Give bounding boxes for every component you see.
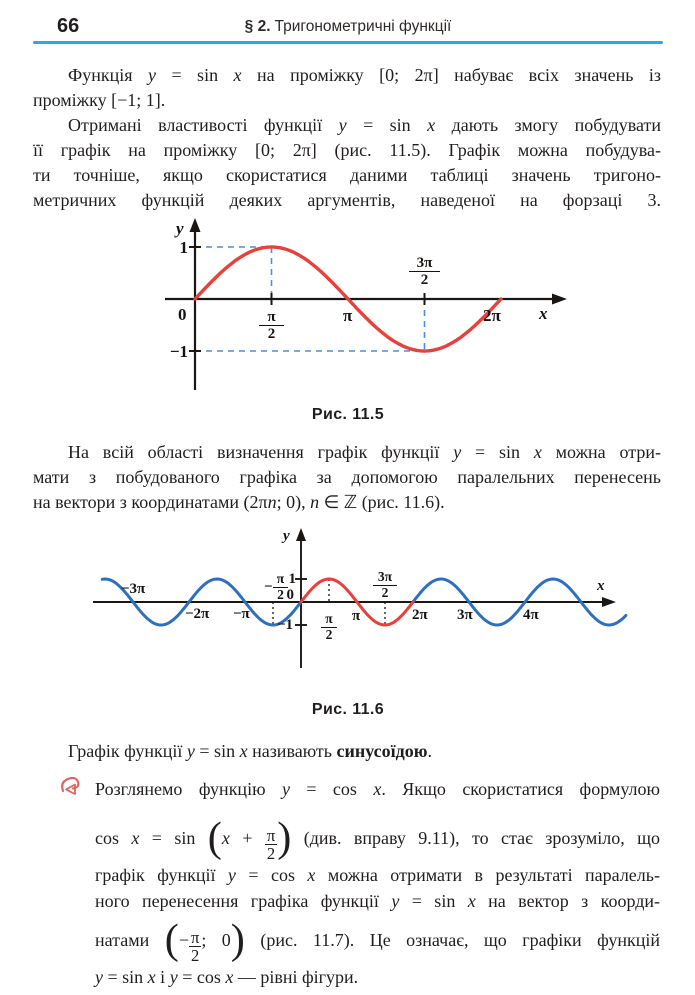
x-tick-label-pi-over-2 xyxy=(259,309,284,342)
y-tick-label-minus-1: −1 xyxy=(169,342,188,361)
fraction-denominator: 2 xyxy=(325,626,333,642)
origin-label: 0 xyxy=(286,587,294,603)
paragraph-2-line-3: ти точніше, якщо скористатися даними таблиці значень тригоно- xyxy=(33,165,661,185)
fraction-denominator: 2 xyxy=(381,584,389,600)
y-axis-arrow xyxy=(296,528,306,541)
x-tick-label-pi: π xyxy=(352,608,361,624)
x-axis-label: x xyxy=(539,304,548,323)
paragraph-5-line-1: Розглянемо функцію y = cos x. Якщо скористатися формулою xyxy=(95,779,660,799)
fraction-denominator: 2 xyxy=(277,586,284,602)
fraction-denominator: 2 xyxy=(267,326,276,343)
running-header xyxy=(33,18,663,36)
y-axis-arrow xyxy=(190,218,201,232)
paragraph-5-line-3: графік функції y = cos x можна отримати в результаті паралель- xyxy=(95,865,660,885)
paragraph-2-line-2: її графік на проміжку [0; 2π] (рис. 11.5). Графік можна побудува- xyxy=(33,140,661,160)
paragraph-2-line-4: метричних функцій деяких аргументів, наведеної на форзаці 3. xyxy=(33,190,661,210)
y-axis-label: y xyxy=(176,219,184,238)
paragraph-3-line-3: на вектори з координатами (2πn; 0), n ∈ ℤ (рис. 11.6). xyxy=(33,492,445,512)
x-tick-label-2pi: 2π xyxy=(483,306,501,325)
header-rule xyxy=(33,41,663,44)
x-axis-label: x xyxy=(597,578,605,594)
fraction-denominator: 2 xyxy=(420,272,429,289)
paragraph-3-line-2: мати з побудованого графіка за допомогою паралельних перенесень xyxy=(33,467,661,487)
x-axis-arrow xyxy=(552,294,567,305)
x-tick-label-2pi: 2π xyxy=(412,607,428,623)
paragraph-4: Графік функції y = sin x називають синусоїдою. xyxy=(68,741,433,761)
paragraph-3-line-1: На всій області визначення графік функції y = sin x можна отри- xyxy=(68,442,661,462)
x-tick-label-pi: π xyxy=(343,306,353,325)
paragraph-1-line-2: проміжку [−1; 1]. xyxy=(33,90,166,110)
y-tick-label-1: 1 xyxy=(179,238,188,257)
x-tick-label-minus-3pi: −3π xyxy=(121,581,146,597)
figure-11-6-plot xyxy=(85,528,643,678)
section-number: § 2. xyxy=(244,18,271,35)
figure-11-5 xyxy=(140,218,580,404)
x-axis-arrow xyxy=(602,597,616,607)
x-tick-label-minus-pi: −π xyxy=(233,606,250,622)
paragraph-1-line-1: Функція y = sin x на проміжку [0; 2π] набуває всіх значень із xyxy=(68,65,661,85)
fraction-numerator: π xyxy=(273,572,288,588)
fraction-numerator: 3π xyxy=(373,570,397,586)
paragraph-5-line-4: ного перенесення графіка функції y = sin x на вектор з коорди- xyxy=(95,891,660,911)
paragraph-5-formula-line: cos x = sin (x + $\frac{\pi}{2}$ ) (див. вправу 9.11), то стає зрозуміло, що xyxy=(95,814,660,864)
figure-11-5-caption: Рис. 11.5 xyxy=(311,406,385,423)
x-tick-label-3pi-over-2 xyxy=(373,570,397,600)
origin-label: 0 xyxy=(178,305,187,324)
figure-11-6 xyxy=(85,528,643,678)
section-title: Тригонометричні функції xyxy=(274,18,452,35)
y-axis-label: y xyxy=(283,528,290,544)
x-tick-label-pi-over-2 xyxy=(321,612,337,642)
y-tick-label-minus-1: −1 xyxy=(276,617,293,633)
figure-11-6-caption: Рис. 11.6 xyxy=(311,701,385,718)
x-tick-label-4pi: 4π xyxy=(523,607,539,623)
fraction-numerator: π xyxy=(259,309,284,326)
paragraph-5-line-6: y = sin x і y = cos x — рівні фігури. xyxy=(95,967,359,987)
figure-11-5-plot xyxy=(140,218,580,404)
page-number: 66 xyxy=(57,15,80,37)
x-tick-label-3pi: 3π xyxy=(457,607,473,623)
minus-sign-of-minus-pi-over-2: − xyxy=(264,579,273,595)
y-tick-label-1: 1 xyxy=(288,571,296,587)
fraction-numerator: π xyxy=(321,612,337,628)
x-tick-label-3pi-over-2 xyxy=(409,255,440,288)
example-marker-icon xyxy=(59,776,83,803)
fraction-numerator: 3π xyxy=(409,255,440,272)
paragraph-5-formula-line-2: натами (− $\frac{\pi}{2}$ ; 0) (рис. 11.7). Це означає, що графіки функцій xyxy=(95,916,660,966)
x-tick-label-minus-2pi: −2π xyxy=(185,606,210,622)
paragraph-2-line-1: Отримані властивості функції y = sin x дають змогу побудувати xyxy=(68,115,661,135)
